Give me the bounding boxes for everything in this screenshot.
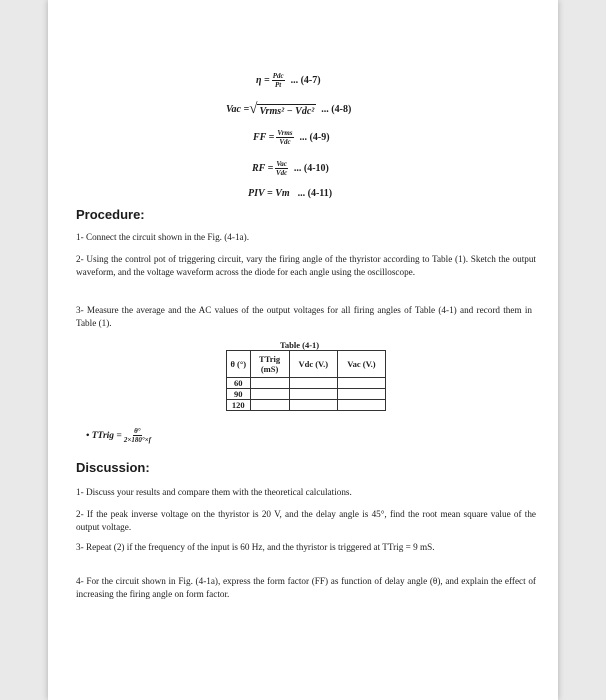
discussion-item-1: 1- Discuss your results and compare them with the theoretical calculations. [76, 487, 352, 497]
equation-4-10 [252, 160, 329, 177]
ff-lhs: FF = [253, 132, 275, 143]
header-theta: θ (°) [227, 351, 251, 378]
trig-lhs: • TTrig = [86, 430, 122, 441]
equation-ref: ... (4-11) [297, 188, 333, 199]
sqrt-expression [249, 102, 316, 117]
table-row [227, 389, 386, 400]
table-header-row [227, 351, 386, 378]
discussion-heading: Discussion: [76, 460, 150, 475]
cell-angle: 120 [227, 400, 251, 411]
procedure-step-1: 1- Connect the circuit shown in the Fig. (4-1a). [76, 232, 249, 242]
vac-lhs: Vac = [226, 104, 250, 115]
header-ttrig: TTrig (mS) [250, 351, 289, 378]
ff-fraction: $\frac{\text{Vrms}}{\text{Vdc}}$ [277, 129, 293, 146]
procedure-step-3: 3- Measure the average and the AC values of the output voltages for all firing angles of Table (4-1) and record them in Table (1). [76, 305, 532, 328]
efficiency-lhs: η = [256, 75, 270, 86]
cell-empty [337, 400, 385, 411]
header-vdc: Vdc (V.) [289, 351, 337, 378]
equation-4-9 [253, 129, 330, 146]
piv-expression: PIV = Vm [248, 188, 290, 199]
cell-empty [289, 389, 337, 400]
trig-formula [86, 427, 153, 444]
cell-empty [289, 400, 337, 411]
procedure-step-2: 2- Using the control pot of triggering circuit, vary the firing angle of the thyristor according to Table (1). Sketch the output waveform, and the voltage waveform across the diode for each angle using the oscilloscope. [76, 254, 536, 277]
rf-fraction: $\frac{\text{Vac}}{\text{Vdc}}$ [275, 160, 288, 177]
cell-empty [250, 378, 289, 389]
equation-4-8 [226, 102, 351, 117]
procedure-heading: Procedure: [76, 207, 145, 222]
equation-4-11 [248, 188, 332, 199]
table-title: Table (4-1) [280, 340, 320, 350]
cell-empty [337, 378, 385, 389]
rf-lhs: RF = [252, 163, 274, 174]
equation-ref: ... (4-7) [290, 75, 321, 86]
efficiency-fraction: $\frac{\text{Pdc}}{Pt}$ [272, 72, 284, 89]
results-table [226, 350, 386, 411]
cell-empty [289, 378, 337, 389]
discussion-item-3: 3- Repeat (2) if the frequency of the input is 60 Hz, and the thyristor is triggered at TTrig = 9 mS. [76, 542, 435, 552]
document-page [48, 0, 558, 700]
header-vac: Vac (V.) [337, 351, 385, 378]
equation-ref: ... (4-10) [293, 163, 329, 174]
table-row [227, 378, 386, 389]
radicand: Vrms² − Vdc² [259, 106, 315, 117]
cell-empty [337, 389, 385, 400]
cell-angle: 90 [227, 389, 251, 400]
cell-angle: 60 [227, 378, 251, 389]
equation-ref: ... (4-9) [299, 132, 330, 143]
sqrt-sign: √ [249, 101, 258, 117]
table-row [227, 400, 386, 411]
trig-fraction: $\frac{\theta^\circ}{2\times 180^\circ\times f}$ [123, 427, 151, 444]
cell-empty [250, 389, 289, 400]
equation-ref: ... (4-8) [321, 104, 352, 115]
equation-4-7 [256, 72, 321, 89]
discussion-item-4: 4- For the circuit shown in Fig. (4-1a), express the form factor (FF) as function of delay angle (θ), and explain the effect of increasing the firing angle on form factor. [76, 576, 536, 599]
discussion-item-2: 2- If the peak inverse voltage on the thyristor is 20 V, and the delay angle is 45°, find the root mean square value of the output voltage. [76, 509, 536, 532]
cell-empty [250, 400, 289, 411]
